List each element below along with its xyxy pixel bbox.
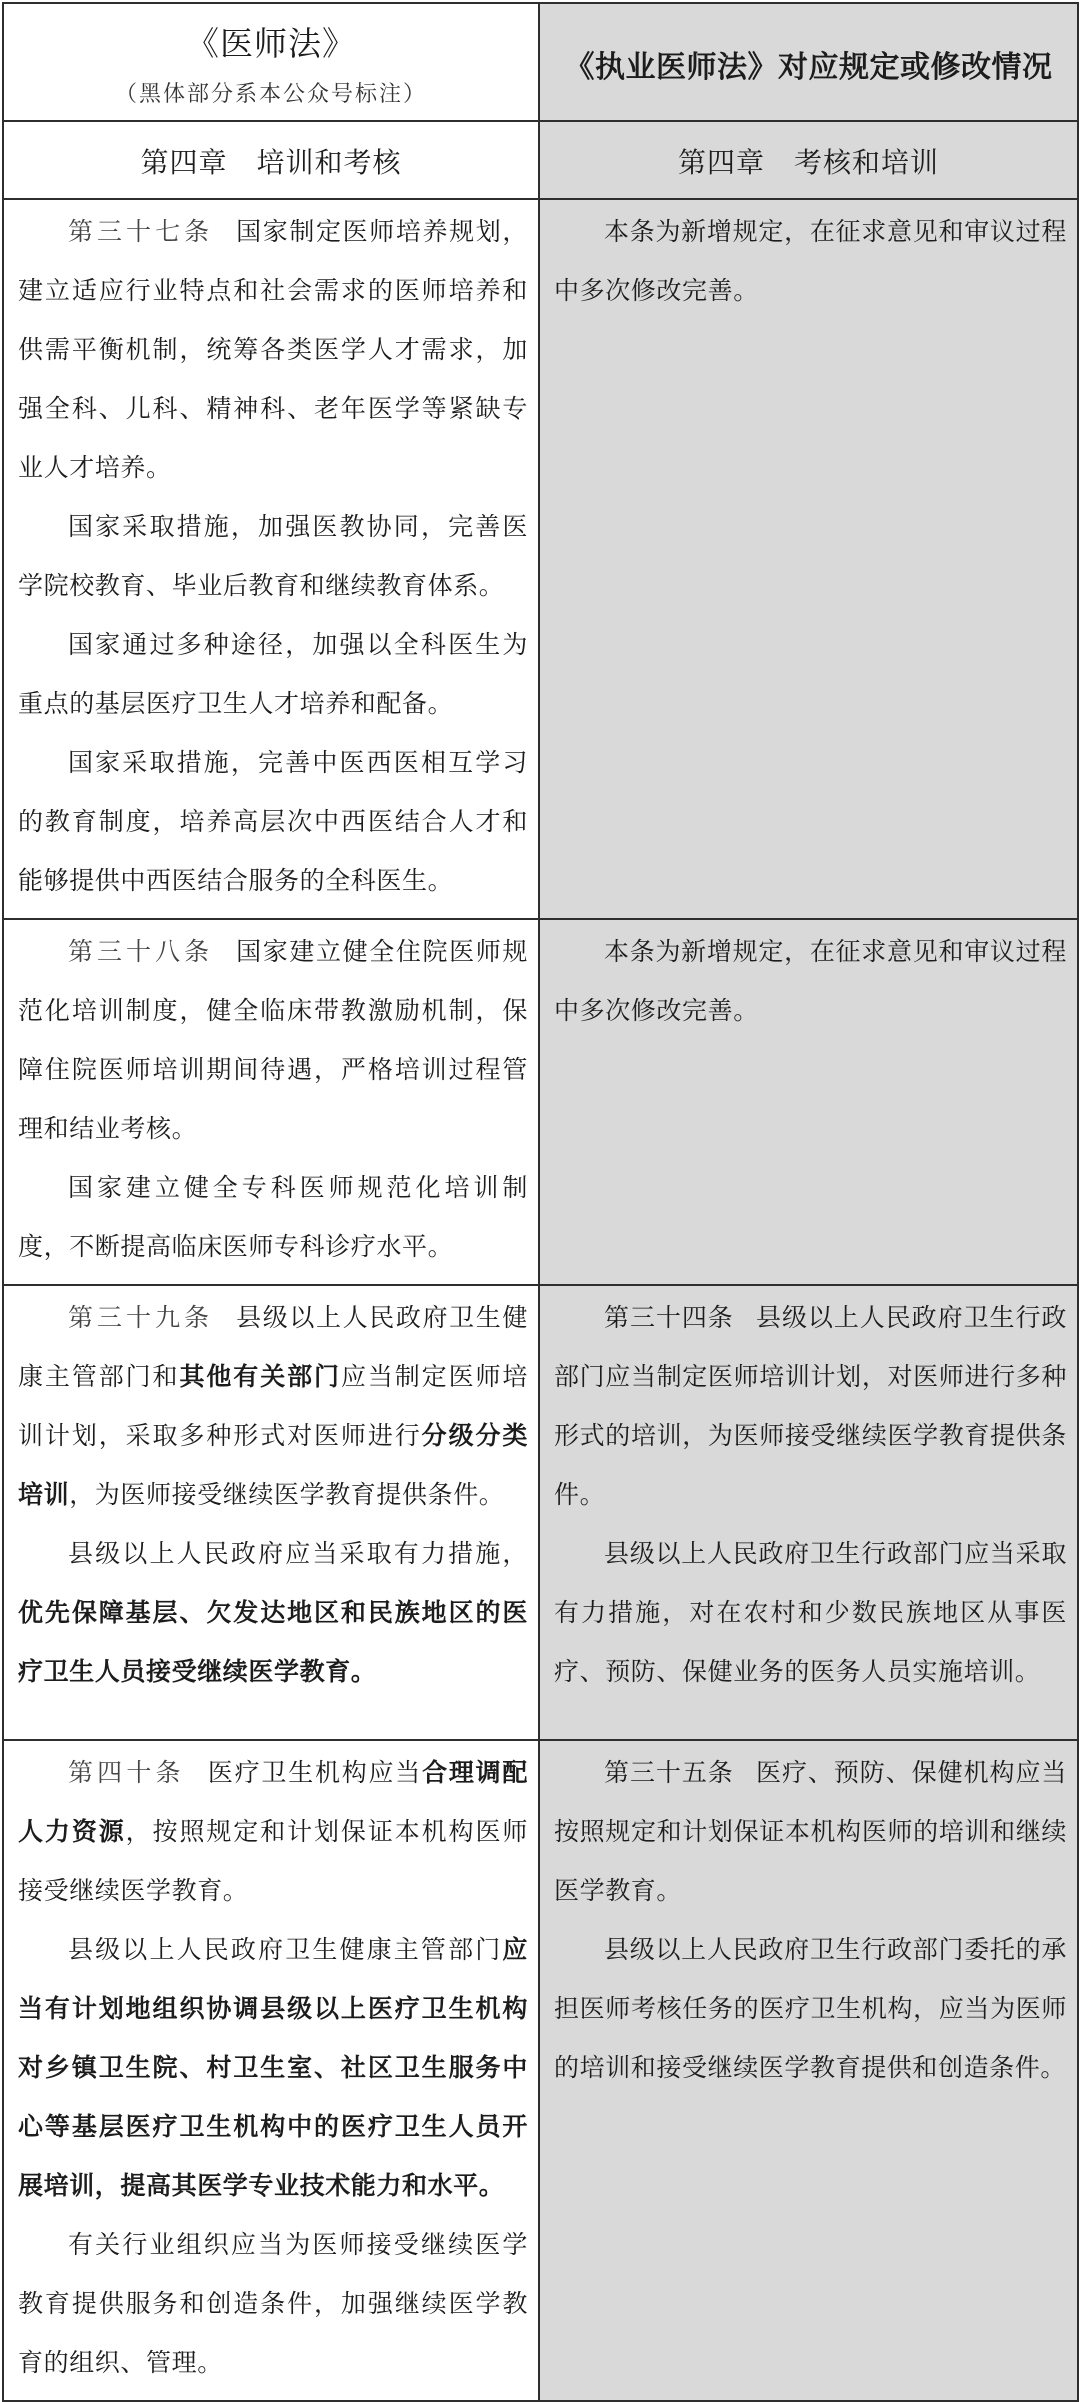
left-column-title: 《医师法》 <box>186 24 356 63</box>
highlighted-text: 分级分类培训 <box>18 1421 528 1509</box>
chapter-right-cell <box>539 121 1078 199</box>
article-paragraph: 县级以上人民政府卫生健康主管部门应当有计划地组织协调县级以上医疗卫生机构对乡镇卫生院、村卫生室、社区卫生服务中心等基层医疗卫生机构中的医疗卫生人员开展培训，提高其医学专业技术能力和水平。 <box>18 1935 528 2200</box>
header-right-cell <box>539 3 1078 121</box>
article-number: 第三十七条 <box>68 217 214 246</box>
highlighted-text: 其他有关部门 <box>179 1362 341 1391</box>
article-row <box>3 1740 1078 2401</box>
article-paragraph: 第三十四条 县级以上人民政府卫生行政部门应当制定医师培训计划，对医师进行多种形式的培训，为医师接受继续医学教育提供条件。 <box>554 1303 1067 1509</box>
article-paragraph: 国家通过多种途径，加强以全科医生为重点的基层医疗卫生人才培养和配备。 <box>18 630 528 718</box>
article-paragraph: 国家建立健全专科医师规范化培训制度，不断提高临床医师专科诊疗水平。 <box>18 1173 528 1261</box>
article-paragraph: 县级以上人民政府应当采取有力措施，优先保障基层、欠发达地区和民族地区的医疗卫生人员接受继续医学教育。 <box>18 1539 528 1686</box>
left-article-cell <box>3 1285 539 1740</box>
article-paragraph: 第三十九条 县级以上人民政府卫生健康主管部门和其他有关部门应当制定医师培训计划，采取多种形式对医师进行分级分类培训，为医师接受继续医学教育提供条件。 <box>18 1303 528 1509</box>
right-article-cell <box>539 919 1078 1285</box>
article-paragraph: 第四十条 医疗卫生机构应当合理调配人力资源，按照规定和计划保证本机构医师接受继续医学教育。 <box>18 1758 528 1905</box>
left-column-note: （黑体部分系本公众号标注） <box>114 82 427 107</box>
article-number: 第三十八条 <box>68 937 214 966</box>
article-paragraph: 县级以上人民政府卫生行政部门应当采取有力措施，对在农村和少数民族地区从事医疗、预防、保健业务的医务人员实施培训。 <box>554 1539 1067 1686</box>
article-number: 第三十四条 <box>604 1303 734 1332</box>
article-paragraph: 第三十五条 医疗、预防、保健机构应当按照规定和计划保证本机构医师的培训和继续医学教育。 <box>554 1758 1067 1905</box>
comparison-table <box>2 2 1079 2402</box>
left-article-cell <box>3 919 539 1285</box>
article-paragraph: 国家采取措施，加强医教协同，完善医学院校教育、毕业后教育和继续教育体系。 <box>18 512 528 600</box>
article-paragraph: 本条为新增规定，在征求意见和审议过程中多次修改完善。 <box>554 937 1067 1025</box>
article-number: 第三十九条 <box>68 1303 214 1332</box>
article-paragraph: 第三十七条 国家制定医师培养规划，建立适应行业特点和社会需求的医师培养和供需平衡机制，统筹各类医学人才需求，加强全科、儿科、精神科、老年医学等紧缺专业人才培养。 <box>18 217 528 482</box>
article-paragraph: 第三十八条 国家建立健全住院医师规范化培训制度，健全临床带教激励机制，保障住院医师培训期间待遇，严格培训过程管理和结业考核。 <box>18 937 528 1143</box>
left-article-cell <box>3 1740 539 2401</box>
article-number: 第四十条 <box>68 1758 185 1787</box>
article-row <box>3 1285 1078 1740</box>
article-paragraph: 本条为新增规定，在征求意见和审议过程中多次修改完善。 <box>554 217 1067 305</box>
article-number: 第三十五条 <box>604 1758 734 1787</box>
highlighted-text: 应当有计划地组织协调县级以上医疗卫生机构对乡镇卫生院、村卫生室、社区卫生服务中心等基层医疗卫生机构中的医疗卫生人员开展培训，提高其医学专业技术能力和水平。 <box>18 1935 528 2200</box>
article-paragraph: 有关行业组织应当为医师接受继续医学教育提供服务和创造条件，加强继续医学教育的组织、管理。 <box>18 2230 528 2377</box>
header-left-cell <box>3 3 539 121</box>
highlighted-text: 优先保障基层、欠发达地区和民族地区的医疗卫生人员接受继续医学教育。 <box>18 1598 528 1686</box>
article-paragraph: 县级以上人民政府卫生行政部门委托的承担医师考核任务的医疗卫生机构，应当为医师的培训和接受继续医学教育提供和创造条件。 <box>554 1935 1067 2082</box>
highlighted-text: 合理调配人力资源 <box>18 1758 528 1846</box>
left-article-cell <box>3 199 539 919</box>
chapter-title-left: 第四章 培训和考核 <box>140 146 402 179</box>
chapter-title-right: 第四章 考核和培训 <box>677 146 939 179</box>
right-article-cell <box>539 1740 1078 2401</box>
article-paragraph: 国家采取措施，完善中医西医相互学习的教育制度，培养高层次中西医结合人才和能够提供中西医结合服务的全科医生。 <box>18 748 528 895</box>
right-column-title: 《执业医师法》对应规定或修改情况 <box>564 50 1053 85</box>
right-article-cell <box>539 199 1078 919</box>
right-article-cell <box>539 1285 1078 1740</box>
header-row <box>3 3 1078 121</box>
article-row <box>3 919 1078 1285</box>
article-row <box>3 199 1078 919</box>
chapter-left-cell <box>3 121 539 199</box>
chapter-row <box>3 121 1078 199</box>
